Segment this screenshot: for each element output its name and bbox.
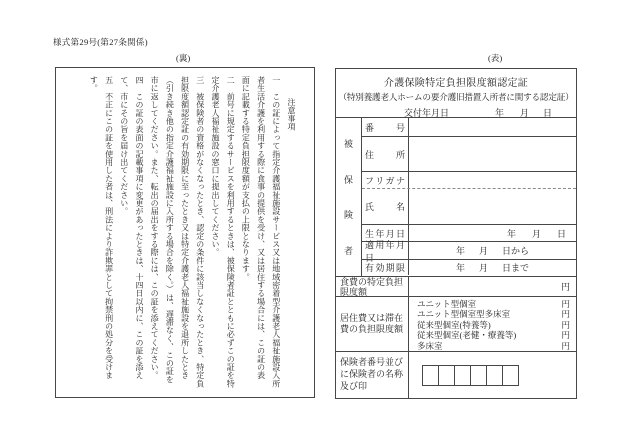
furigana-value-cell xyxy=(409,172,576,188)
day-until-unit: 日まで xyxy=(502,263,530,273)
insured-person-section xyxy=(336,118,576,276)
issue-date-label: 交付年月日 xyxy=(404,108,450,118)
certificate-table xyxy=(336,118,576,398)
insured-char: 被 xyxy=(343,139,353,150)
room-type: 従来型個室(老健・療養等) xyxy=(417,330,517,341)
meal-limit-value-cell xyxy=(409,277,576,296)
residence-room-type-row xyxy=(417,299,570,309)
certificate-panel xyxy=(335,68,577,399)
insurer-number-box xyxy=(470,365,487,386)
residence-limit-label-line: 居住費又は滞在 xyxy=(340,313,404,323)
address-value-cell xyxy=(409,137,576,171)
day-from-unit: 日から xyxy=(502,246,530,256)
year-unit: 年 xyxy=(495,108,505,118)
yen-unit: 円 xyxy=(561,330,570,341)
meal-limit-label xyxy=(336,277,409,296)
residence-room-type-row xyxy=(417,341,570,351)
residence-room-type-list xyxy=(409,297,576,351)
name-label-text: 氏名 xyxy=(365,202,405,212)
residence-limit-label-line: 費の負担限度額 xyxy=(340,324,404,334)
month-unit: 月 xyxy=(520,108,530,118)
insured-char: 者 xyxy=(343,245,353,256)
address-label-text: 住所 xyxy=(365,149,405,160)
residence-room-type-row xyxy=(417,320,570,330)
insurer-number-boxes xyxy=(422,365,519,386)
note-line: 四 この証の表面の記載事項に変更があったときは、十四日以内に、この証を添え xyxy=(134,76,144,380)
notes-heading: 注意事項 xyxy=(287,98,296,131)
month-unit: 月 xyxy=(478,246,488,256)
room-type: ユニット型個室型多床室 xyxy=(417,309,511,320)
certificate-title: 介護保険特定負担限度額認定証 xyxy=(383,78,529,89)
note-line: 二 前号に規定するサービスを利用するときは、被保険者証とともに必ずこの証を特 xyxy=(226,76,236,388)
insurer-label-line: に保険者の名称 xyxy=(340,369,404,379)
address-label xyxy=(362,137,409,171)
row-furigana xyxy=(362,171,576,189)
certificate-subtitle: （特別養護老人ホームの要介護旧措置入所者に関する認定証） xyxy=(338,92,574,102)
row-valid-until xyxy=(362,259,576,275)
note-line: 定介護老人福祉施設の窓口に提出してください。 xyxy=(210,76,220,257)
note-line: （引き続き他の指定介護福祉施設に入所する場合を除く。）は、遅滞なく、この証を xyxy=(165,76,175,384)
insurer-number-box xyxy=(486,365,503,386)
insurer-number-box xyxy=(454,365,471,386)
back-side-label: (裏) xyxy=(176,53,191,63)
room-type: ユニット型個室 xyxy=(417,299,477,309)
yen-unit: 円 xyxy=(561,340,570,351)
note-line: 者生活介護を利用する際に食事の提供を受け、又は居住する場合には、この証の表 xyxy=(256,76,266,380)
yen-unit: 円 xyxy=(561,309,570,320)
note-line: 五 不正にこの証を使用した者は、刑法により詐欺罪として拘禁刑の処分を受けま xyxy=(104,76,114,380)
number-value-cell xyxy=(409,118,576,136)
insurer-label-line: 及び印 xyxy=(340,381,368,391)
insurer-label xyxy=(336,352,409,398)
furigana-label-text: フリガナ xyxy=(365,175,405,186)
meal-limit-label-line: 限度額 xyxy=(340,286,368,297)
meal-limit-label-line: 食費の特定負担 xyxy=(340,276,404,287)
number-label xyxy=(362,118,409,136)
valid-until-value-cell xyxy=(409,260,576,275)
insured-person-vertical-label xyxy=(336,118,362,276)
insured-person-rows xyxy=(362,118,576,276)
birth-date-value-cell xyxy=(409,225,576,241)
note-line: 三 被保険者の資格がなくなったとき、認定の条件に該当しなくなったとき、特定負 xyxy=(195,76,205,388)
day-unit: 日 xyxy=(543,108,553,118)
insurer-label-line: 保険者番号並び xyxy=(340,357,404,367)
residence-limit-label xyxy=(336,297,409,351)
row-apply-date xyxy=(362,239,576,263)
insured-char: 保 xyxy=(343,174,353,185)
insurer-number-cell xyxy=(409,352,576,398)
certificate-header xyxy=(336,69,576,118)
birth-date-label-text: 生年月日 xyxy=(365,228,405,239)
row-insurer xyxy=(336,351,576,398)
room-type: 多床室 xyxy=(417,340,443,351)
yen-unit: 円 xyxy=(561,299,570,309)
note-line: 担限度額認定証の有効期限に至ったとき又は特定介護老人福祉施設を退所したとき xyxy=(180,76,190,380)
note-line: 市に返してください。また、転出の届出をする際には、この証を添えてください。 xyxy=(150,76,160,380)
year-unit: 年 xyxy=(455,263,465,273)
insurer-number-box xyxy=(422,365,439,386)
valid-until-label-text: 有効期限 xyxy=(365,263,405,273)
furigana-label xyxy=(362,172,409,188)
insurer-number-box xyxy=(438,365,455,386)
residence-room-type-row xyxy=(417,330,570,340)
row-address xyxy=(362,136,576,171)
month-unit: 月 xyxy=(531,228,541,239)
valid-until-label xyxy=(362,260,409,275)
day-unit: 日 xyxy=(556,228,566,239)
yen-unit: 円 xyxy=(561,319,570,330)
number-label-text: 番号 xyxy=(365,122,405,133)
note-line: て、市にその旨を届け出てください。 xyxy=(119,76,129,216)
insurer-number-box xyxy=(502,365,519,386)
room-type: 従来型個室(特養等) xyxy=(417,319,491,330)
residence-room-type-row xyxy=(417,309,570,319)
apply-date-value-cell xyxy=(409,242,576,259)
row-meal-limit xyxy=(336,276,576,296)
insured-char: 険 xyxy=(343,210,353,221)
year-unit: 年 xyxy=(506,228,516,239)
note-line: す。 xyxy=(89,76,99,93)
apply-date-label xyxy=(362,239,409,263)
apply-date-label-text: 適用年月日 xyxy=(365,239,405,263)
name-value-cell xyxy=(409,189,576,224)
notes-panel xyxy=(55,67,315,398)
month-unit: 月 xyxy=(478,263,488,273)
yen-unit: 円 xyxy=(560,282,570,292)
row-residence-limit xyxy=(336,296,576,351)
notes-text-flow xyxy=(56,68,314,397)
row-number xyxy=(362,118,576,136)
year-unit: 年 xyxy=(455,246,465,256)
name-label xyxy=(362,189,409,224)
note-line: 一 この証によって指定介護福祉施設サービス又は地域密着型介護老人福祉施設入所 xyxy=(271,76,281,388)
note-line: 面に記載する特定負担限度額が支払の上限となります。 xyxy=(241,76,251,281)
row-name xyxy=(362,189,576,224)
form-number: 様式第29号(第27条関係) xyxy=(53,37,148,47)
front-side-label: (表) xyxy=(488,53,503,63)
